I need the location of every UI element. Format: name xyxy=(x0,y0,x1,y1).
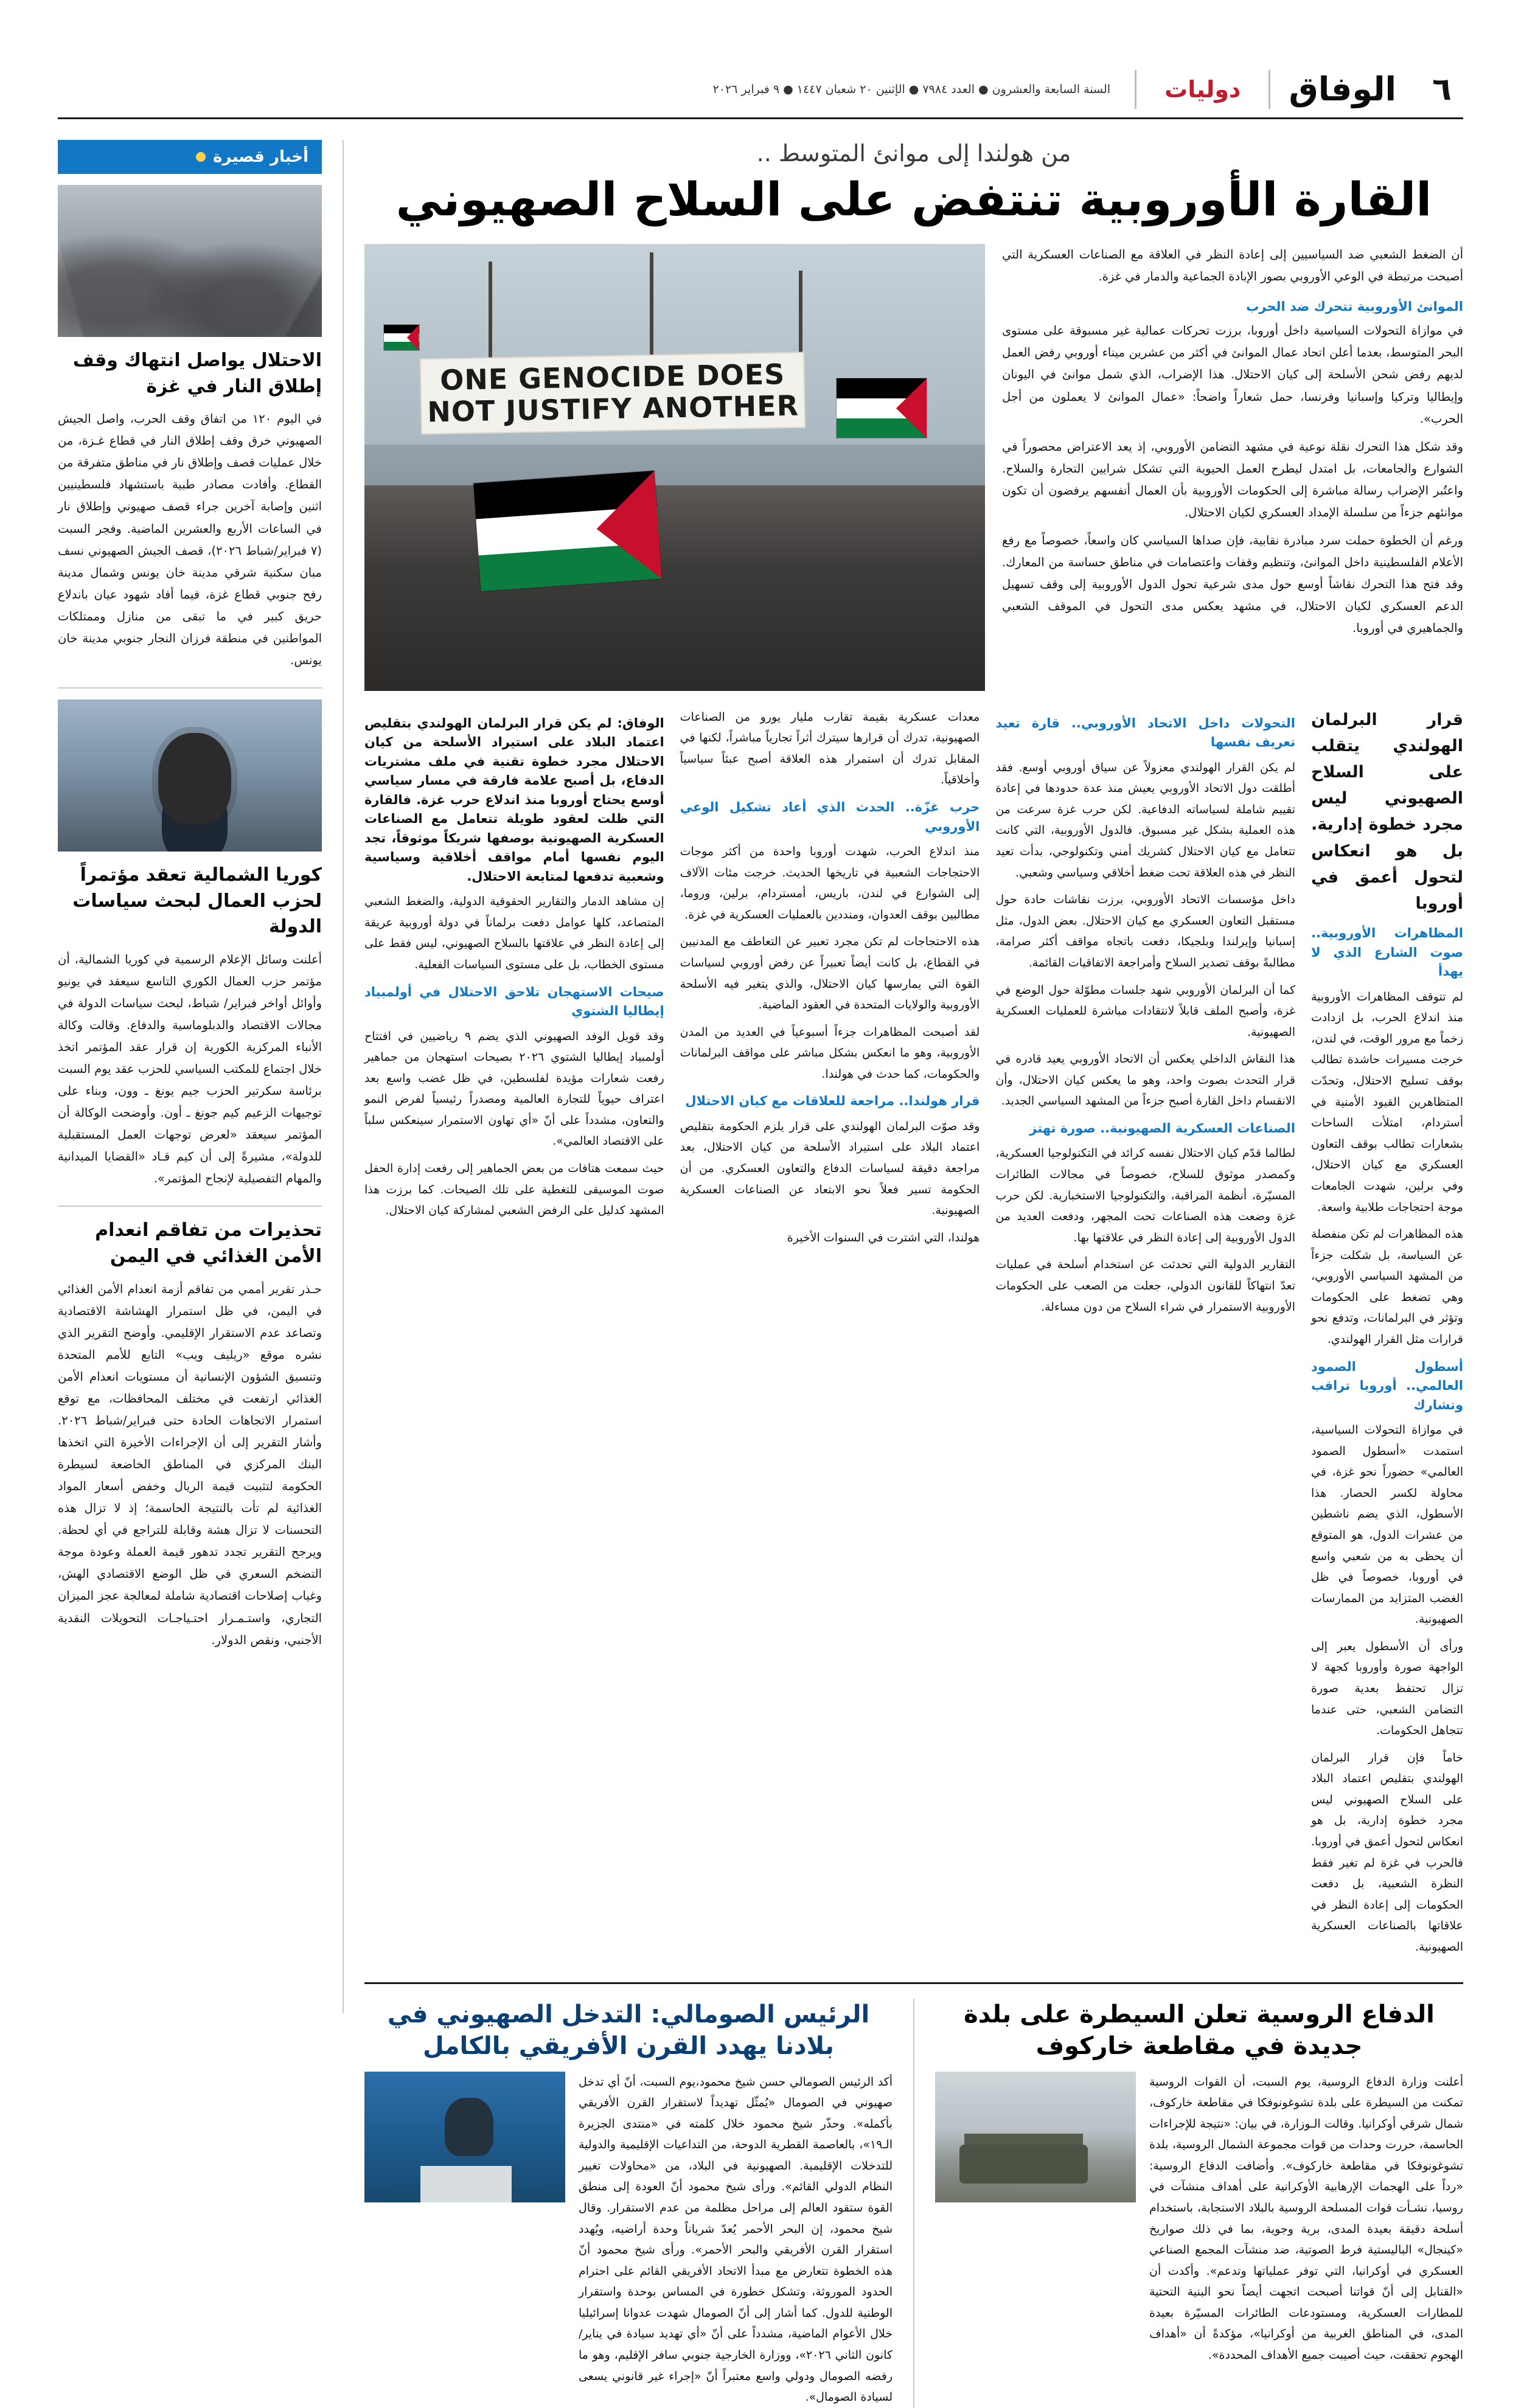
rail-item-title: الاحتلال يواصل انتهاك وقف إطلاق النار في غزة xyxy=(72,350,322,397)
col2-para-3: كما أن البرلمان الأوروبي شهد جلسات مطوّلة حول الوضع في غزة، وأصبح الملف قابلاً لانتقادات مباشرة للعمليات العسكرية الصهيونية. xyxy=(995,983,1295,1039)
lead-subhead-1: الموانئ الأوروبية تتحرك ضد الحرب xyxy=(1246,299,1463,314)
col2-para-1: لم يكن القرار الهولندي معزولاً عن سياق أوروبي أوسع. فقد أطلقت دول الاتحاد الأوروبي يعيش منذ عدة حدودها في إعادة تقييم شاملة لسياساته الدفاعية. لكن حرب غزة سرعت من هذه العملية بشكل غير مسبوق. فالدول الأوروبية، التي كانت تتعامل مع كيان الاحتلال كشريك أمني وتكنولوجي، بدأت تعيد النظر في هذه العلاقة تحت ضغط أخلاقي وسياسي وشعبي. xyxy=(995,760,1295,880)
col1-para-4: ورأى أن الأسطول يعبر إلى الواجهة صورة وأوروبا كجهة لا تزال تحتفظ بعدية صورة التضامن الشعبي، حتى عندما تتجاهل الحكومات. xyxy=(1311,1639,1463,1738)
col3-para-6: هولندا، التي اشترت في السنوات الأخيرة xyxy=(787,1230,980,1244)
story-body: أعلنت وزارة الدفاع الروسية، يوم السبت، أن القوات الروسية تمكنت من السيطرة على بلدة تشوغونوفكا في مقاطعة خاركوف، شمال شرقي أوكرانيا. وقالت الـوزارة، في بيان: «نتيجة للإجراءات الحاسمة، حررت وحدات من قوات مجموعة الشمال الروسية، بلدة تشوغونوفكا في مقاطعة خاركوف». وأضافت الدفاع الروسية: «رداً على الهجمات الإرهابية الأوكرانية على أهداف منشآت في روسيا، نشـأت قوات المسلحة الروسية بالبلاد الاستجابة، باستخدام أسلحة دقيقة بعيدة المدى، برية وجوية، بما في ذلك صواريخ «كينجال» الباليستية فرط الصوتية، ضد منشآت المجمع الصناعي العسكري في أوكرانيا، التي توفر عملياتها وتدعم». وأكدت أن «القنابل إلى أنّ قواتنا أصبحت اتجهت أيضاً نحو البنية التحتية للمطارات العسكرية، ومستودعات الطائرات المسيّرة بعيدة المدى، في المناطق الغربية من أوكرانيا»، مؤكدةً أن «أهداف الهجوم تحققت، حيث أصيبت جميع الأهداف المحددة». xyxy=(1149,2075,1463,2362)
short-news-rail xyxy=(58,140,344,2013)
main-column xyxy=(364,140,1463,2404)
col2-para-2: داخل مؤسسات الاتحاد الأوروبي، برزت نقاشات حادة حول مستقبل التعاون العسكري مع كيان الاحتلال. بعض الدول، مثل إسبانيا وإيرلندا وبلجيكا، دفعت باتجاه مواقف أكثر صرامة، مطالبةً بوقف تصدير السلاح وأمراجعة الاتفاقيات القائمة. xyxy=(995,893,1295,970)
col4-para-2: وقد قوبل الوفد الصهيوني الذي يضم ٩ رياضيين في افتتاح أولمبياد إيطاليا الشتوي ٢٠٢٦ بصيحات استهجان من جماهير رفعت شعارات مؤيدة لفلسطين، في ظل غضب واسع بعد اعتراف حيوياً للتجارة العالمية ومصدراً رئيسياً لفرض النمو والتعاون، مشدداً على أنّ «أي تهاون الاستمرار سينعكس سلباً على الاقتصاد العالمي». xyxy=(364,1029,664,1148)
palestinian-flag xyxy=(836,378,927,439)
col3-para-3: هذه الاحتجاجات لم تكن مجرد تعبير عن التعاطف مع المدنيين في القطاع، بل كانت أيضاً تعبيراً عن رفض أوروبي لسياسات القوة التي يمارسها كيان الاحتلال، والذي يتغير فيه الأسلحة الأوروبية والولايات المتحدة في العقود الماضية. xyxy=(680,935,980,1012)
story-headline: الدفاع الروسية تعلن السيطرة على بلدة جديدة في مقاطعة خاركوف xyxy=(964,2000,1435,2060)
rail-header-label: أخبار قصيرة xyxy=(213,148,308,166)
col3-para-5: وقد صوّت البرلمان الهولندي على قرار يلزم الحكومة بتقليص اعتماد البلاد على استيراد الأسلحة من كيان الاحتلال، بعد مراجعة دقيقة لسياسات الدفاع والتعاون العسكري. من أن الحكومة تسير فعلاً نحو الابتعاد عن الصناعات العسكرية الصهيونية. xyxy=(680,1119,980,1218)
lead-row xyxy=(364,244,1463,691)
bottom-stories xyxy=(364,1999,1463,2408)
page-number: ٦ xyxy=(1432,71,1452,108)
masthead xyxy=(58,67,1463,119)
col1-heading: المظاهرات الأوروبية.. صوت الشارع الذي لا يهدأ xyxy=(1311,926,1463,979)
lead-para-2: وقد شكل هذا التحرك نقلة نوعية في مشهد التضامن الأوروبي، إذ يعد الاعتراض محصوراً في الشوارع والجامعات، بل امتدل ليطرح العمل الحيوية التي تشكل شرايين التجارة والسلاح. واعتُبر الإضراب رسالة مباشرة إلى الحكومات الأوروبية بأن العمال أنفسهم يرفضون أن تكون موانئهم جزءاً من سلسلة الإمداد العسكري لكيان الاحتلال. xyxy=(1002,439,1463,519)
protest-banner xyxy=(420,352,806,435)
col2-para-4: هذا النقاش الداخلي يعكس أن الاتحاد الأوروبي يعيد قادره في قرار التحدث بصوت واحد، وهو ما يعكس كيان الاحتلال، وأن الانقسام داخل القارة أصبح جزءاً من المشهد السياسي الجديد. xyxy=(995,1052,1295,1108)
col1-para-3: في موازاة التحولات السياسية، استمدت «أسطول الصمود العالمي» حضوراً نحو غزة، في محاولة لكسر الحصار. هذا الأسطول، الذي يضم ناشطين من عشرات الدول، هو المتوقع أن يحظى به من شعبي واسع في أوروبا، خصوصاً في ظل الغضب المتزايد من الممارسات الصهيونية. xyxy=(1311,1423,1463,1626)
rail-item-body: في اليوم ١٢٠ من اتفاق وقف الحرب، واصل الجيش الصهيوني خرق وقف إطلاق النار في قطاع غـزة، من خلال عمليات قصف وإطلاق نار في مناطق متفرقة من القطاع. وأفادت مصادر طبية باستشهاد فلسطينيين اثنين وإصابة آخرين جراء قصف صهيوني وإطلاق نار في الساعات الأربع والعشرين الماضية. وفجر السبت (٧ فبراير/شباط ٢٠٢٦)، قصف الجيش الصهيوني نسف مبان سكنية شرقي مدينة خان يونس وشمال مدينة رفح جنوبي قطاع غزة، فيما أفاد شهود عيان باندلاع حريق كبير في ما تبقى من منازل وممتلكات المواطنين في منطقة فرزان النجار جنوبي مدينة خان يونس. xyxy=(58,412,322,667)
story-somalia-president xyxy=(364,1999,893,2408)
story-inner xyxy=(364,2072,893,2408)
palestinian-flag xyxy=(383,324,420,351)
rail-photo-gaza-rubble xyxy=(58,185,322,337)
story-photo-president xyxy=(364,2072,565,2202)
rail-item-body: حـذر تقرير أممي من تفاقم أزمة انعدام الأمن الغذائي في اليمن، في ظل استمرار الهشاشة الاقتصادية وتصاعد عدم الاستقرار الإقليمي. وأوضح التقرير الذي نشره موقع «ريليف ويب» التابع للأمم المتحدة وتنسيق الشؤون الإنسانية أن مستويات انعدام الأمن الغذائي ارتفعت في مختلف المحافظات، مع توقع استمرار الاتجاهات الحادة حتى فبراير/شباط ٢٠٢٦. وأشار التقرير إلى أن الإجراءات الأخيرة التي اتخذها البنك المركزي في المناطق الخاضعة لسيطرة الحكومة لتثبيت قيمة الريال وخفض أسعار المواد الغذائية لم تأت بالنتيجة الحاسمة؛ إذ لا تزال هذه التحسنات لا تزال هشة وقابلة للتراجع في أي لحظة. ويرجح التقرير تجدد تدهور قيمة العملة وعودة موجة التضخم السعري في ظل الوضع الاقتصادي الهش، وغياب إصلاحات اقتصادية شاملة لمعالجة عجز الميزان التجاري، واستـمـرار احتـياجـات التحويلات النقدية الأجنبي، ونقص الدولار. xyxy=(58,1282,322,1647)
story-headline: الرئيس الصومالي: التدخل الصهيوني في بلادنا يهدد القرن الأفريقي بالكامل xyxy=(387,2000,870,2060)
article-columns xyxy=(364,707,1463,1964)
story-inner xyxy=(935,2072,1463,2366)
col1-heading-2: أسطول الصمود العالمي.. أوروبا تراقب وتشارك xyxy=(1311,1359,1463,1412)
rail-divider xyxy=(58,687,322,689)
page-content xyxy=(58,140,1463,2404)
col2-para-6: التقارير الدولية التي تحدثت عن استخدام أسلحة في عمليات تعدّ انتهاكاً للقانون الدولي، جعلت من الصعب على الحكومات الأوروبية الاستمرار في شراء السلاح من دون مساءلة. xyxy=(995,1258,1295,1314)
col3-heading-1: حرب غزّة.. الحدث الذي أعاد تشكيل الوعي الأوروبي xyxy=(680,800,980,834)
col3-para-2: منذ اندلاع الحرب، شهدت أوروبا واحدة من أكثر موجات الاحتجاجات الشعبية في تاريخها الحديث. خرجت مئات الآلاف إلى الشوارع في لندن، باريس، أمستردام، برلين، وروما، مطالبين بوقف العدوان، ومنددين بالعمليات العسكرية في غزة. xyxy=(680,845,980,921)
rail-divider xyxy=(58,1206,322,1207)
col4-para-1: إن مشاهد الدمار والتقارير الحقوقية الدولية، والضغط الشعبي المتصاعد، كلها عوامل دفعت برلماناً في دولة أوروبية عريقة إلى إعادة النظر في علاقتها بالسلاح الصهيوني، ليس فقط على مستوى الخطاب، بل على مستوى السياسات الفعلية. xyxy=(364,895,664,971)
story-body: أكد الرئيس الصومالي حسن شيخ محمود،يوم السبت، أنّ أي تدخل صهيوني في الصومال «يُمثّل تهديداً لاستقرار القرن الأفريقي بأكمله». وحذّر شيخ محمود خلال كلمته في «منتدى الجزيرة الـ١٩»، بالعاصمة القطرية الدوحة، من التداعيات الإقليمية والدولية للتدخلات الإقليمية. الصهيونية في البلاد، من «محاولات تغيير النظام الدولي القائم». ورأى شيخ محمود أنّ العودة إلى منطق القوة ستقود العالم إلى مراحل مظلمة من عدم الاستقرار. وقال شيخ محمود، إن البحر الأحمر يُعدّ شرياناً وحدة أراضيه، ويُهدد استقرار القرن الأفريقي والبحر الأحمر». ورأى شيخ محمود أنّ هذه الخطوة تتعارض مع مبدأ الاتحاد الأفريقي القائم على احترام الحدود الموروثة، وتشكل خطورة في المساس بوحدة واستقرار الوطنية للدول. كما أشار إلى أنّ الصومال شهدت عدوانا إسرائيليا خلال الأعوام الماضية، مشدداً على أنّ «أي تهديد سيادة في يناير/كانون الثاني ٢٠٢٦»، ووزارة الخارجية جنوبي سافر الإقليم، وهو ما رفضه الصومال ودولي واسع معتبراً أنّ «إجراء غير قانوني يسعى لسيادة الصومال». xyxy=(579,2075,893,2404)
rail-item-body: أعلنت وسائل الإعلام الرسمية في كوريا الشمالية، أن مؤتمر حزب العمال الكوري التاسع سيعقد في يونيو وأوائل أواخر فبراير/ شباط، لبحث سياسات الدولة في مجالات الاقتصاد والدبلوماسية والدفاع. وقالت وكالة الأنباء المركزية الكورية إن قرار عقد المؤتمر اتخذ خلال اجتماع للمكتب السياسي للحزب عقد يوم السبت برئاسة سكرتير الحزب جيم يونغ ـ وون، وبناء على توجيهات الزعيم كيم جونغ ـ أون. وأوضحت الوكالة أن المؤتمر سيعقد «لعرض توجهات العمل المستقبلية للدولة»، مشيرةً إلى أن كيم قـاد «القضايا الميدانية والمهام التفصيلية لإنجاح المؤتمر». xyxy=(58,952,322,1186)
rail-header xyxy=(58,140,322,174)
story-photo-tank xyxy=(935,2072,1136,2202)
col3-para-4: لقد أصبحت المظاهرات جزءاً أسبوعياً في العديد من المدن الأوروبية، وهو ما انعكس بشكل مباشر على مواقف البرلمانات والحكومات، كما حدث في هولندا. xyxy=(680,1025,980,1081)
col2-heading-1: التحولات داخل الاتحاد الأوروبي.. قارة تعيد تعريف نفسها xyxy=(995,715,1295,750)
bottom-divider xyxy=(364,1982,1463,1984)
rail-item-title: تحذيرات من تفاقم انعدام الأمن الغذائي في اليمن xyxy=(95,1220,322,1267)
issue-info: السنة السابعة والعشرون ● العدد ٧٩٨٤ ● الإثنين ٢٠ شعبان ١٤٤٧ ● ٩ فبراير ٢٠٢٦ xyxy=(712,82,1111,96)
article-column-4 xyxy=(364,707,664,1964)
col3-para-1: معدات عسكرية بقيمة تقارب مليار يورو من الصناعات الصهيونية، تدرك أن قرارها سيترك أثراً تجارياً مباشراً، لكنها في المقابل تدرك أن استمرار هذه العلاقة أصبح عبئاً سياسياً وأخلاقياً. xyxy=(680,710,980,787)
col1-para-1: لم تتوقف المظاهرات الأوروبية منذ اندلاع الحرب، بل ازدادت زخماً مع مرور الوقت، في لندن، خرجت مسيرات حاشدة تطالب بوقف تسليح الاحتلال، وتحدّت المتظاهرين القيود الأمنية في أستردام، امتلأت الساحات بشعارات تطالب بوقف التعاون العسكري مع كيان الاحتلال، وفي برلين، شهدت الجامعات موجة احتجاجات طلابية واسعة. xyxy=(1311,990,1463,1214)
rail-item-title: كوريا الشمالية تعقد مؤتمراً لحزب العمال لبحث سياسات الدولة xyxy=(72,864,322,938)
article-column-1 xyxy=(1311,707,1463,1964)
photo-crowd xyxy=(364,485,985,691)
lead-intro: أن الضغط الشعبي ضد السياسيين إلى إعادة النظر في العلاقة مع الصناعات العسكرية التي أصبحت مرتبطة في الوعي الأوروبي بصور الإبادة الجماعية والدمار في غزة. xyxy=(1002,247,1463,283)
section-title: دوليات xyxy=(1135,70,1270,109)
protest-banner-text: ONE GENOCIDE DOES NOT JUSTIFY ANOTHER xyxy=(426,358,799,429)
col2-heading-2: الصناعات العسكرية الصهيونية.. صورة تهتز xyxy=(1029,1120,1295,1136)
publication-brand: الوفاق xyxy=(1289,70,1396,108)
col4-heading-1: صيحات الاستهجان تلاحق الاحتلال في أولمبياد إيطاليا الشتوي xyxy=(364,984,664,1019)
article-column-3 xyxy=(680,707,980,1964)
lead-headline: القارة الأوروبية تنتفض على السلاح الصهيوني xyxy=(395,172,1432,226)
col1-para-2: هذه المظاهرات لم تكن منفصلة عن السياسة، بل شكلت جزءاً من المشهد السياسي الأوروبي، وهي تضغط على الحكومات وتؤثر في البرلمانات، وتدفع نحو قرارات مثل القرار الهولندي. xyxy=(1311,1227,1463,1346)
rail-photo-north-korea xyxy=(58,699,322,852)
palestinian-flag xyxy=(473,470,663,592)
bullet-icon xyxy=(196,152,206,162)
lead-intro-column xyxy=(1002,244,1463,646)
article-column-2 xyxy=(995,707,1295,1964)
pull-quote: قرار البرلمان الهولندي يتقلب على السلاح الصهيوني ليس مجرد خطوة إدارية. بل هو انعكاس لتحول أعمق في أوروبا xyxy=(1311,710,1463,914)
col2-para-5: لطالما قدّم كيان الاحتلال نفسه كرائد في التكنولوجيا العسكرية، وكمصدر موثوق للسلاح، خصوصاً في مجالات الطائرات المسيّرة، أنظمة المراقبة، والتكنولوجيا الاستخبارية. لكن حرب غزة وضعت هذه الصناعات تحت المجهر، ودفعت العديد من الدول الأوروبية إلى إعادة النظر في علاقتها بها. xyxy=(995,1147,1295,1244)
col4-lead-note: الوفاق: لم يكن قرار البرلمان الهولندي بتقليص اعتماد البلاد على استيراد الأسلحة من كيان الاحتلال مجرد خطوة تقنية في ملف مشتريات الدفاع، بل أصبح علامة فارقة في مسار سياسي أوسع يحتاج أوروبا منذ اندلاع حرب غزة. فالقارة التي ظلت لعقود طويلة تتعامل مع الصناعات العسكرية الصهيونية بوصفها شريكاً موثوقاً، تجد اليوم نفسها أمام مواقف أخلاقية وسياسية وشعبية تدفعها لمتابعة الاحتلال. xyxy=(364,715,664,884)
col1-para-5: خاماً فإن قرار البرلمان الهولندي بتقليص اعتماد البلاد على السلاح الصهيوني ليس مجرد خطوة إدارية، بل هو انعكاس لتحول أعمق في أوروبا. فالحرب في غزة لم تغير فقط النظرة الشعبية، بل دفعت الحكومات إلى إعادة النظر في علاقاتها بالصناعات العسكرية الصهيونية. xyxy=(1311,1750,1463,1954)
col4-para-3: حيث سمعت هتافات من بعض الجماهير إلى رفعت إدارة الحفل صوت الموسيقى للتغطية على تلك الصيحات. كما برزت هذا المشهد كدليل على الرفض الشعبي لمشاركة كيان الاحتلال. xyxy=(364,1162,664,1218)
col3-heading-2: قرار هولندا.. مراجعة للعلاقات مع كيان الاحتلال xyxy=(685,1094,980,1109)
lead-kicker: من هولندا إلى موانئ المتوسط .. xyxy=(756,140,1071,167)
lead-para-3: ورغم أن الخطوة حملت سرد مبادرة نقابية، فإن صداها السياسي كان واسعاً، خصوصاً مع رفع الأعلام الفلسطينية داخل الموانئ، وتنظيم وقفات واعتصامات في مناطق حساسة من المعارك. وقد فتح هذا التحرك نقاشاً أوسع حول مدى شرعية تحول الدول الأوروبية إلى وقف تسهيل الدعم العسكري لكيان الاحتلال، في مشهد يعكس مدى التحول في الموقف الشعبي والجماهيري في أوروبا. xyxy=(1002,533,1463,636)
lead-photo-protest xyxy=(364,244,985,691)
lead-para-1: في موازاة التحولات السياسية داخل أوروبا، برزت تحركات عمالية غير مسبوقة على مستوى البحر المتوسط، بعدما أعلن اتحاد عمال الموانئ في أكثر من عشرين ميناء أوروبي رفض العمل لديهم رفض شحن الأسلحة إلى كيان الاحتلال. هذا الإضراب، الذي شمل موانئ في اليونان وإيطاليا وتركيا وإسبانيا وفرنسا، حمل شعاراً واضحاً: «عمال الموانئ لا يعملون من أجل الحرب». xyxy=(1002,324,1463,426)
vertical-divider xyxy=(913,1999,914,2408)
story-russia-kharkiv xyxy=(935,1999,1463,2408)
